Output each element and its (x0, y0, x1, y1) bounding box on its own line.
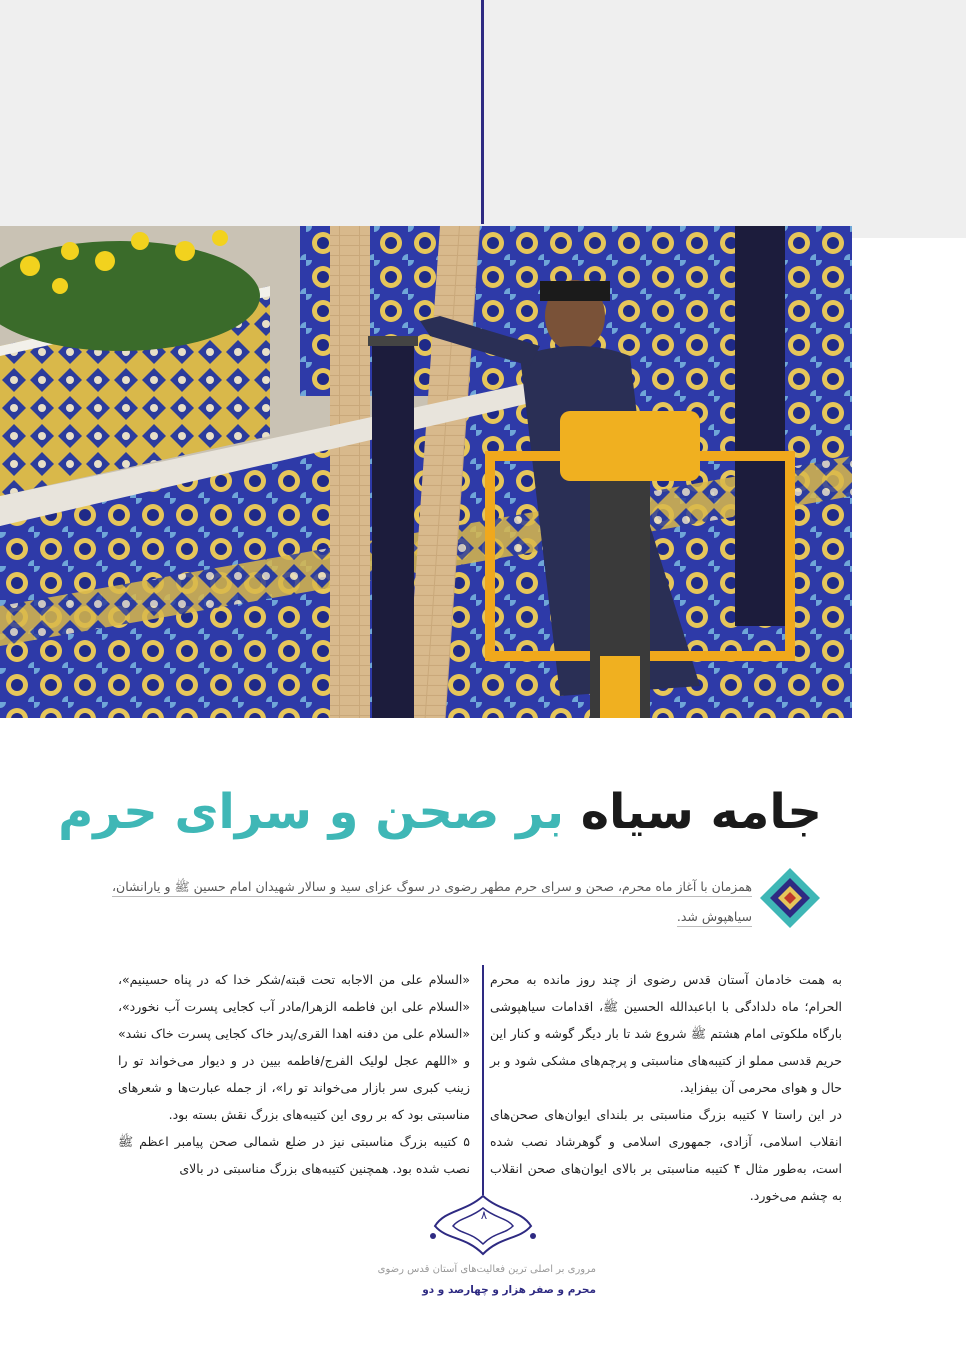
top-divider-line (481, 0, 484, 224)
hero-photo (0, 226, 852, 718)
diamond-ornament-icon (758, 866, 822, 930)
column-left (118, 966, 470, 1182)
article-title (58, 772, 822, 852)
paragraph: در این راستا ۷ کتیبه بزرگ مناسبتی بر بلندای ایوان‌های صحن‌های انقلاب اسلامی، آزادی، جمهوری اسلامی و گوهرشاد نصب شده است، به‌طور مثال ۴ کتیبه مناسبتی بر بالای ایوان‌های صحن انقلاب به چشم می‌خورد. (490, 1107, 843, 1203)
footer-issue-line: محرم و صفر هزار و چهارصد و دو (422, 1284, 596, 1296)
title-dark-part: جامه سیاه (580, 784, 822, 840)
title-teal-part: بر صحن و سرای حرم (58, 784, 564, 840)
lead-text: همزمان با آغاز ماه محرم، صحن و سرای حرم مطهر رضوی در سوگ عزای سید و سالار شهیدان امام حسین ﷺ و یارانشان، سیاهپوش شد. (112, 879, 752, 927)
column-right (490, 966, 842, 1209)
shrine-photo-illustration (0, 226, 852, 718)
footer-publication-line: مروری بر اصلی ترین فعالیت‌های آستان قدس رضوی (377, 1264, 596, 1275)
lead-paragraph (112, 872, 752, 932)
page-number: ۸ (480, 1208, 488, 1222)
paragraph: «السلام علی من الاجابه تحت قبته/شکر خدا که در پناه حسینیم»، «السلام علی ابن فاطمه الزهرا/مادر آب کجایی پسرت آب نخورد»، «السلام علی من دفنه اهدا القری/پدر خاک کجایی پسرت خاک نشد» و «اللهم عجل لولیک الفرج/فاطمه بیین در و دیوار می‌خواند تو را زینب کبری سر بازار می‌خواند تو را»، از جمله عبارت‌ها و شعرهای مناسبتی بود که بر روی این کتیبه‌های بزرگ نقش بسته بود. (118, 972, 470, 1122)
paragraph: به همت خادمان آستان قدس رضوی از چند روز مانده به محرم الحرام؛ ماه دلدادگی با اباعبدالله الحسین ﷺ، اقدامات سیاهپوشی بارگاه ملکوتی امام هشتم ﷺ شروع شد تا بار دیگر گوشه و کنار این حریم قدسی مملو از کتیبه‌های مناسبتی و پرچم‌های مشکی شود و بر حال و هوای محرمی آن بیفزاید. (490, 972, 842, 1095)
page-number-ornament-icon (425, 1192, 541, 1262)
paragraph: ۵ کتیبه بزرگ مناسبتی نیز در ضلع شمالی صحن پیامبر اعظم ﷺ نصب شده بود. همچنین کتیبه‌های بزرگ مناسبتی در بالای (118, 1134, 470, 1176)
column-divider (482, 965, 484, 1195)
